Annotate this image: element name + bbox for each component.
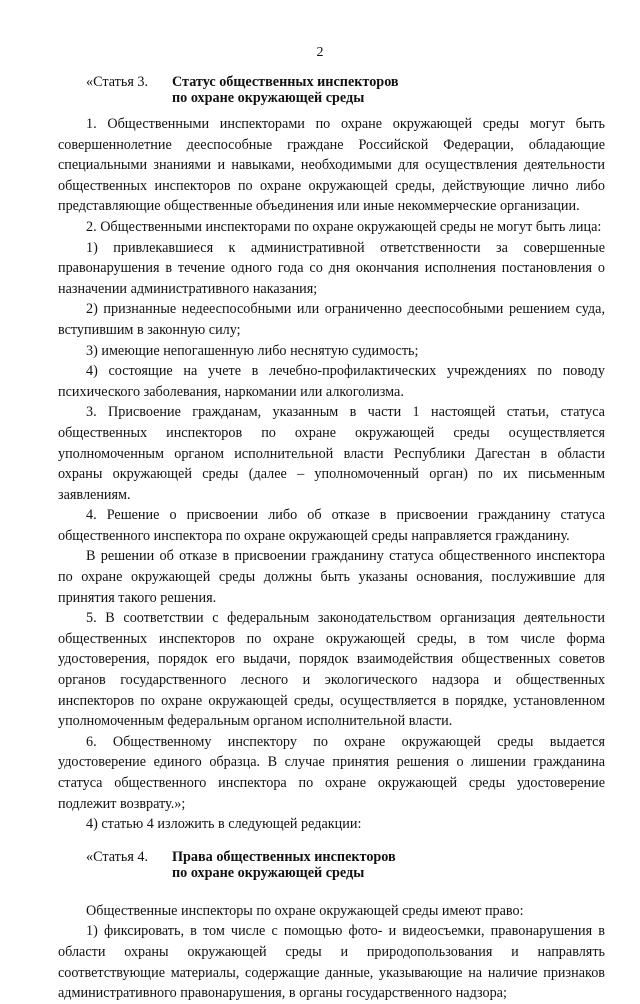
article-3-item-1: 1) привлекавшиеся к административной ответственности за совершенные правонарушения в течение одного года со дня окончания исполнения постановления о назначении административного наказания; — [58, 239, 605, 297]
article-3-paragraph-3: 3. Присвоение гражданам, указанным в части 1 настоящей статьи, статуса общественных инспекторов по охране окружающей среды осуществляется уполномоченным органом исполнительной власти Республики Дагестан в области охраны окружающей среды (далее – уполномоченный орган) по их письменным заявлениям. — [58, 404, 605, 503]
article-3-paragraph-4-refusal: В решении об отказе в присвоении гражданину статуса общественного инспектора по охране окружающей среды должны быть указаны основания, послужившие для принятия такого решения. — [58, 548, 605, 606]
article-4-title — [172, 847, 396, 881]
article-3-paragraph-2: 2. Общественными инспекторами по охране окружающей среды не могут быть лица: — [86, 218, 602, 235]
amendment-item-4: 4) статью 4 изложить в следующей редакции: — [86, 816, 362, 833]
article-3-heading — [58, 72, 605, 106]
article-3-item-3: 3) имеющие непогашенную либо неснятую судимость; — [86, 342, 419, 359]
article-3-item-2: 2) признанные недееспособными или ограниченно дееспособными решением суда, вступившим в законную силу; — [58, 301, 605, 338]
article-3-item-4: 4) состоящие на учете в лечебно-профилактических учреждениях по поводу психического заболевания, наркомании или алкоголизма. — [58, 363, 605, 400]
article-3-number: «Статья 3. — [86, 74, 149, 90]
article-3-paragraph-5: 5. В соответствии с федеральным законодательством организация деятельности общественных инспекторов по охране окружающей среды, в том числе форма удостоверения, порядок его выдачи, порядок взаимодействия общественных советов органов государственного лесного и экологического надзора и общественных инспекторов по охране окружающей среды, осуществляется в порядке, установленном уполномоченным федеральным органом исполнительной власти. — [58, 610, 605, 730]
article-4-title-line-1: Права общественных инспекторов — [172, 848, 396, 865]
article-4-title-line-2: по охране окружающей среды — [172, 864, 365, 881]
article-3-title-line-1: Статус общественных инспекторов — [172, 74, 399, 90]
article-3-paragraph-4: 4. Решение о присвоении либо об отказе в присвоении гражданину статуса общественного инспектора по охране окружающей среды направляется гражданину. — [58, 507, 605, 544]
article-4-heading — [58, 847, 605, 881]
document-body — [58, 72, 605, 1004]
article-3-paragraph-1: 1. Общественными инспекторами по охране окружающей среды могут быть совершеннолетние дееспособные граждане Российской Федерации, обладающие специальными знаниями и навыками, необходимыми для осуществления деятельности общественных инспекторов по охране окружающей среды, действующие лично либо представляющие общественные объединения или иные некоммерческие организации. — [58, 116, 605, 215]
page-number: 2 — [316, 45, 324, 60]
article-4-intro: Общественные инспекторы по охране окружающей среды имеют право: — [86, 902, 524, 919]
article-3-title — [172, 72, 399, 106]
article-4-item-1: 1) фиксировать, в том числе с помощью фото- и видеосъемки, правонарушения в области охраны окружающей среды и природопользования и направлять соответствующие материалы, содержащие данные, указывающие на наличие признаков административного правонарушения, в органы государственного надзора; — [58, 923, 605, 1002]
article-3-paragraph-6: 6. Общественному инспектору по охране окружающей среды выдается удостоверение единого образца. В случае принятия решения о лишении гражданина статуса общественного инспектора по охране окружающей среды удостоверение подлежит возврату.»; — [58, 733, 605, 812]
article-3-title-line-2: по охране окружающей среды — [172, 90, 365, 106]
article-4-number: «Статья 4. — [86, 848, 149, 865]
